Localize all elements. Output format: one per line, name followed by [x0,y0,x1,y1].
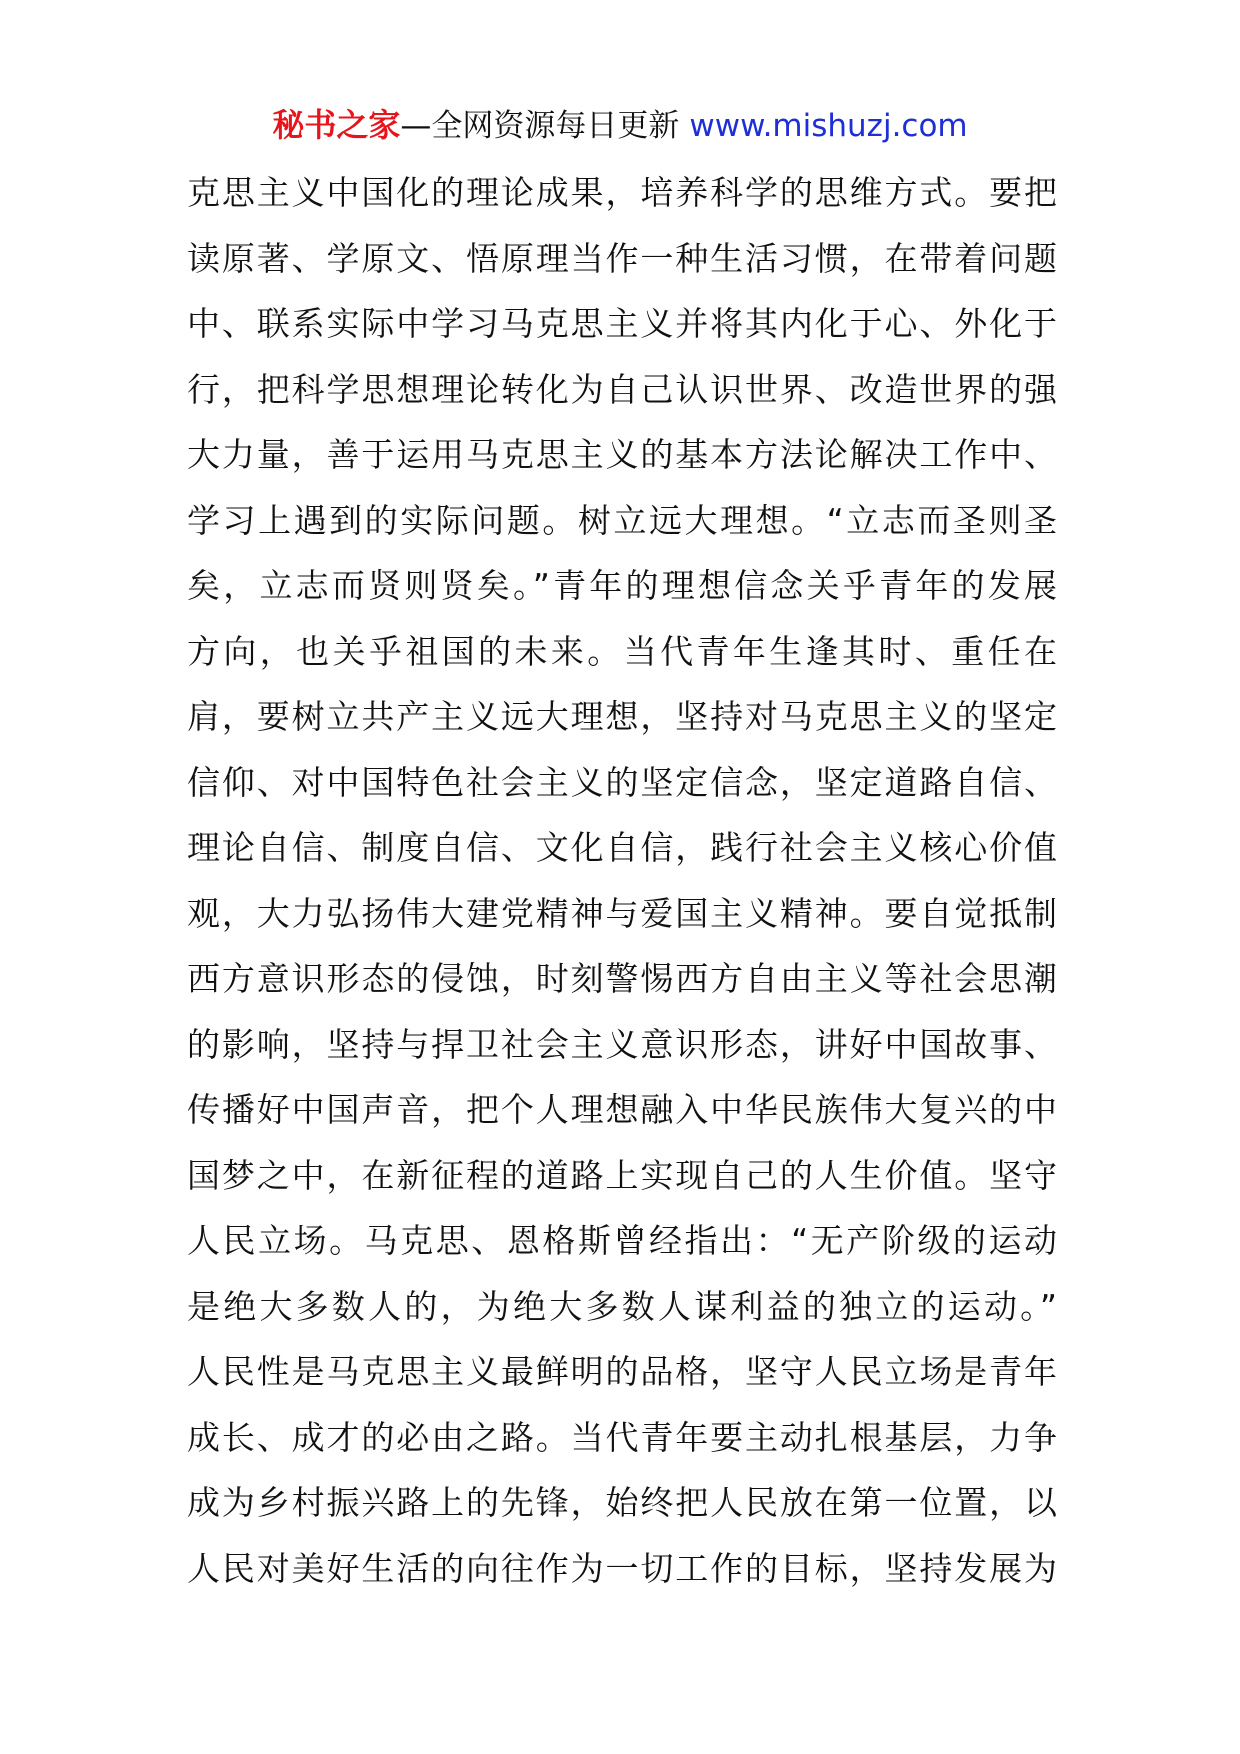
text-line: 中、联系实际中学习马克思主义并将其内化于心、外化于 [187,304,1057,343]
text-line: 学习上遇到的实际问题。树立远大理想。“立志而圣则圣 [187,500,1057,540]
text-line: 西方意识形态的侵蚀，时刻警惕西方自由主义等社会思潮 [187,959,1057,998]
header-url-link[interactable]: www.mishuzj.com [689,108,968,144]
text-line: 信仰、对中国特色社会主义的坚定信念，坚定道路自信、 [187,762,1057,802]
text-line: 人民立场。马克思、恩格斯曾经指出：“无产阶级的运动 [187,1221,1057,1260]
text-line: 大力量，善于运用马克思主义的基本方法论解决工作中、 [187,435,1057,474]
text-line: 克思主义中国化的理论成果，培养科学的思维方式。要把 [187,173,1057,212]
text-line: 肩，要树立共产主义远大理想，坚持对马克思主义的坚定 [187,697,1057,736]
text-line: 传播好中国声音，把个人理想融入中华民族伟大复兴的中 [187,1090,1057,1129]
text-line: 理论自信、制度自信、文化自信，践行社会主义核心价值 [187,828,1057,867]
text-line: 国梦之中，在新征程的道路上实现自己的人生价值。坚守 [187,1155,1057,1195]
header-brand: 秘书之家 [272,106,401,144]
body-text [187,160,1057,1601]
text-line: 是绝大多数人的，为绝大多数人谋利益的独立的运动。” [187,1286,1057,1326]
text-line: 成为乡村振兴路上的先锋，始终把人民放在第一位置，以 [187,1483,1057,1522]
text-line: 的影响，坚持与捍卫社会主义意识形态，讲好中国故事、 [187,1024,1057,1064]
text-line: 方向，也关乎祖国的未来。当代青年生逢其时、重任在 [187,631,1057,671]
text-line: 行，把科学思想理论转化为自己认识世界、改造世界的强 [187,369,1057,409]
page-header [0,100,1240,151]
text-line: 人民性是马克思主义最鲜明的品格，坚守人民立场是青年 [187,1352,1057,1391]
text-line: 观，大力弘扬伟大建党精神与爱国主义精神。要自觉抵制 [187,893,1057,933]
text-line: 矣，立志而贤则贤矣。”青年的理想信念关乎青年的发展 [187,566,1057,605]
text-line: 读原著、学原文、悟原理当作一种生活习惯，在带着问题 [187,238,1057,278]
text-line: 成长、成才的必由之路。当代青年要主动扎根基层，力争 [187,1417,1057,1457]
text-line: 人民对美好生活的向往作为一切工作的目标，坚持发展为 [187,1548,1057,1588]
header-slogan: —全网资源每日更新 [400,108,680,144]
